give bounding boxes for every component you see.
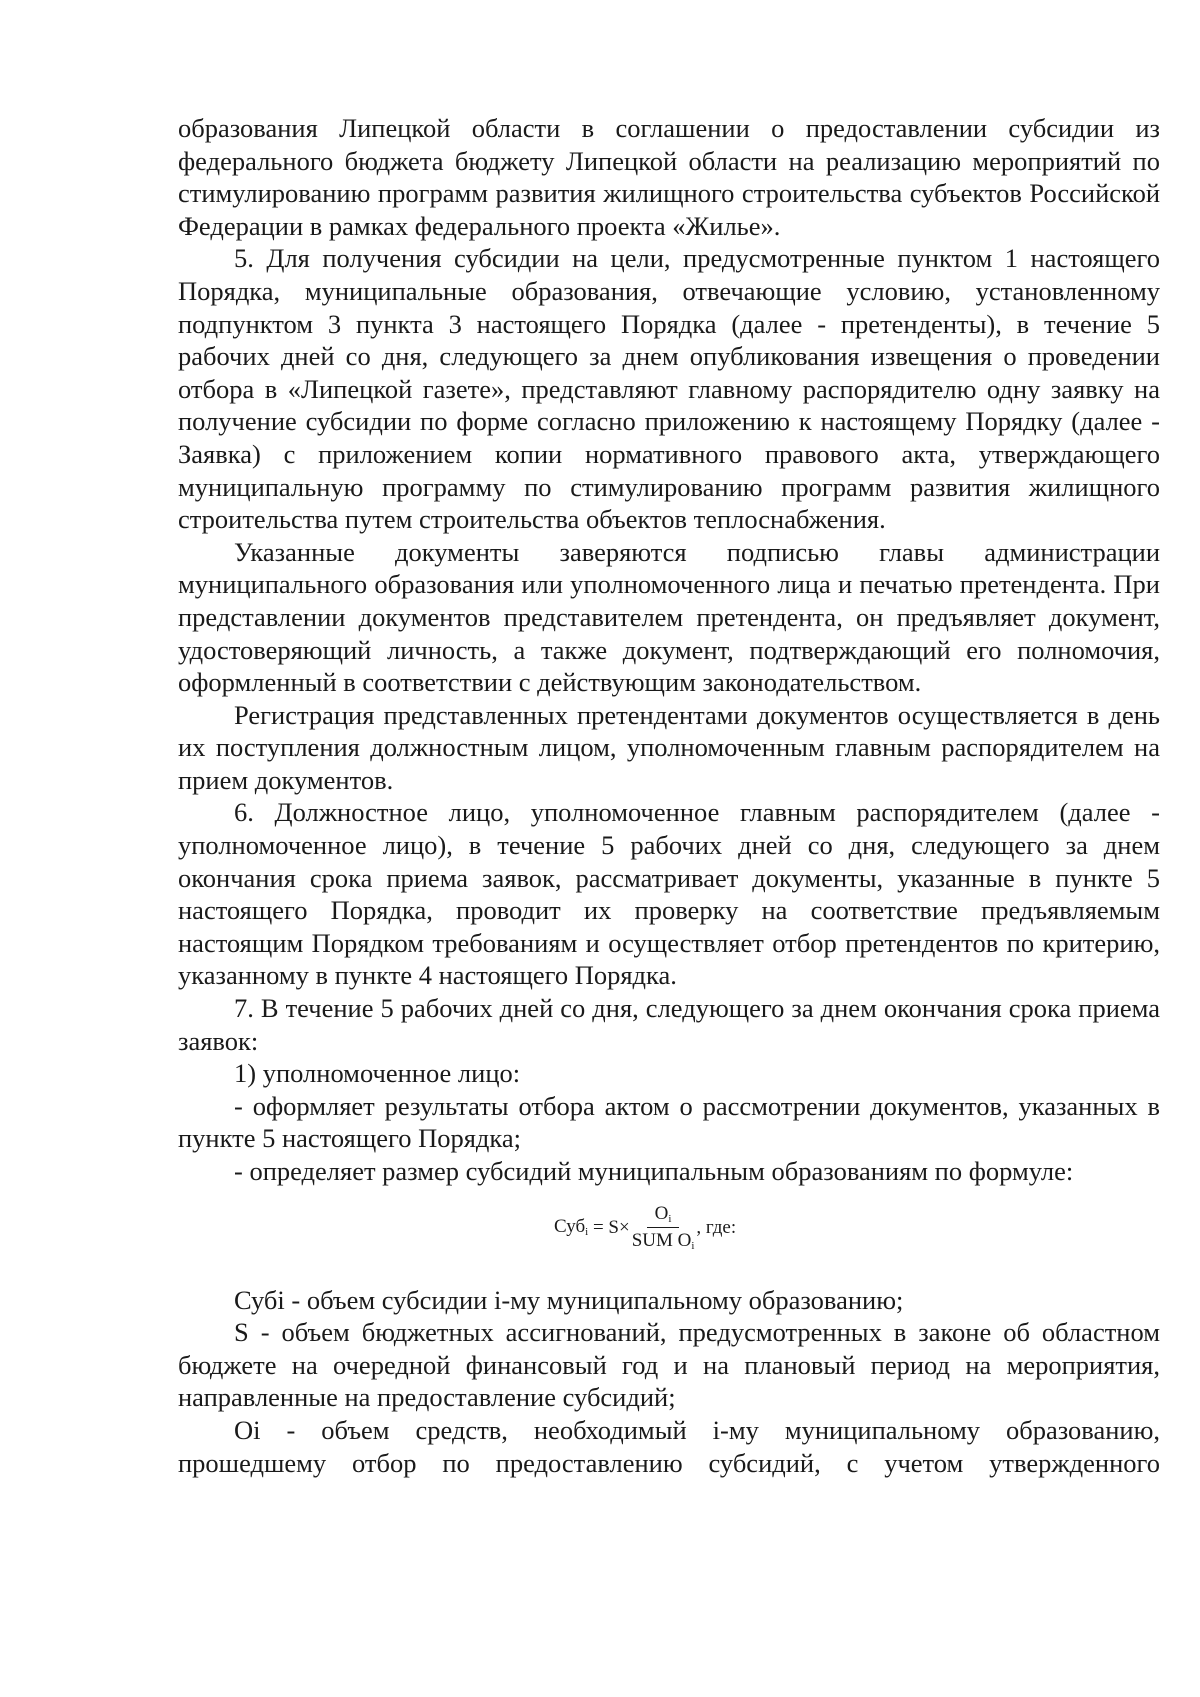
paragraph-documents-certification: Указанные документы заверяются подписью главы администрации муниципального образования или уполномоченного лица и печатью претендента. При представлении документов представителем претендента, он предъявляет документ, удостоверяющий личность, а также документ, подтверждающий его полномочия, оформленный в соответствии с действующим законодательством. [178, 536, 1160, 698]
paragraph-continuation: образования Липецкой области в соглашении о предоставлении субсидии из федерального бюджета бюджету Липецкой области на реализацию мероприятий по стимулированию программ развития жилищного строительства субъектов Российской Федерации в рамках федерального проекта «Жилье». [178, 113, 1160, 241]
formula-suffix: , где: [696, 1217, 737, 1239]
paragraph-item-5: 5. Для получения субсидии на цели, предусмотренные пунктом 1 настоящего Порядка, муниципальные образования, отвечающие условию, установленному подпунктом 3 пункта 3 настоящего Порядка (далее - претенденты), в течение 5 рабочих дней со дня, следующего за днем опубликования извещения о проведении отбора в «Липецкой газете», представляют главному распорядителю одну заявку на получение субсидии по форме согласно приложению к настоящему Порядку (далее - Заявка) с приложением копии нормативного правового акта, утверждающего муниципальную программу по стимулированию программ развития жилищного строительства путем строительства объектов теплоснабжения. [178, 243, 1160, 535]
formula-lhs: Суб$_i$ [554, 1216, 589, 1239]
formula-equals: = S× [588, 1217, 630, 1239]
document-page [178, 112, 1160, 1479]
formula-fraction [632, 1204, 695, 1252]
paragraph-registration: Регистрация представленных претендентами документов осуществляется в день их поступления должностным лицом, уполномоченным главным распорядителем на прием документов. [178, 699, 1160, 795]
paragraph-subitem-1: 1) уполномоченное лицо: [234, 1058, 521, 1089]
subsidy-formula [178, 1188, 1160, 1284]
paragraph-dash-1: - оформляет результаты отбора актом о рассмотрении документов, указанных в пункте 5 настоящего Порядка; [178, 1090, 1160, 1154]
definition-sub-i: Субi - объем субсидии i-му муниципальному образованию; [234, 1284, 904, 1315]
formula-numerator: $O_i$ [647, 1204, 680, 1228]
paragraph-item-7: 7. В течение 5 рабочих дней со дня, следующего за днем окончания срока приема заявок: [178, 993, 1160, 1056]
definition-o-i: Oi - объем средств, необходимый i-му муниципальному образованию, прошедшему отбор по предоставлению субсидий, с учетом утвержденного [178, 1414, 1160, 1478]
paragraph-dash-2: - определяет размер субсидий муниципальным образованиям по формуле: [234, 1156, 1074, 1186]
definition-s: S - объем бюджетных ассигнований, предусмотренных в законе об областном бюджете на очередной финансовый год и на плановый период на мероприятия, направленные на предоставление субсидий; [178, 1317, 1160, 1413]
formula-expression [554, 1204, 736, 1252]
formula-denominator: SUM $O_i$ [631, 1229, 695, 1252]
paragraph-item-6: 6. Должностное лицо, уполномоченное главным распорядителем (далее - уполномоченное лицо), в течение 5 рабочих дней со дня, следующего за днем окончания срока приема заявок, рассматривает документы, указанные в пункте 5 настоящего Порядка, проводит их проверку на соответствие предъявляемым настоящим Порядком требованиям и осуществляет отбор претендентов по критерию, указанному в пункте 4 настоящего Порядка. [178, 797, 1160, 991]
